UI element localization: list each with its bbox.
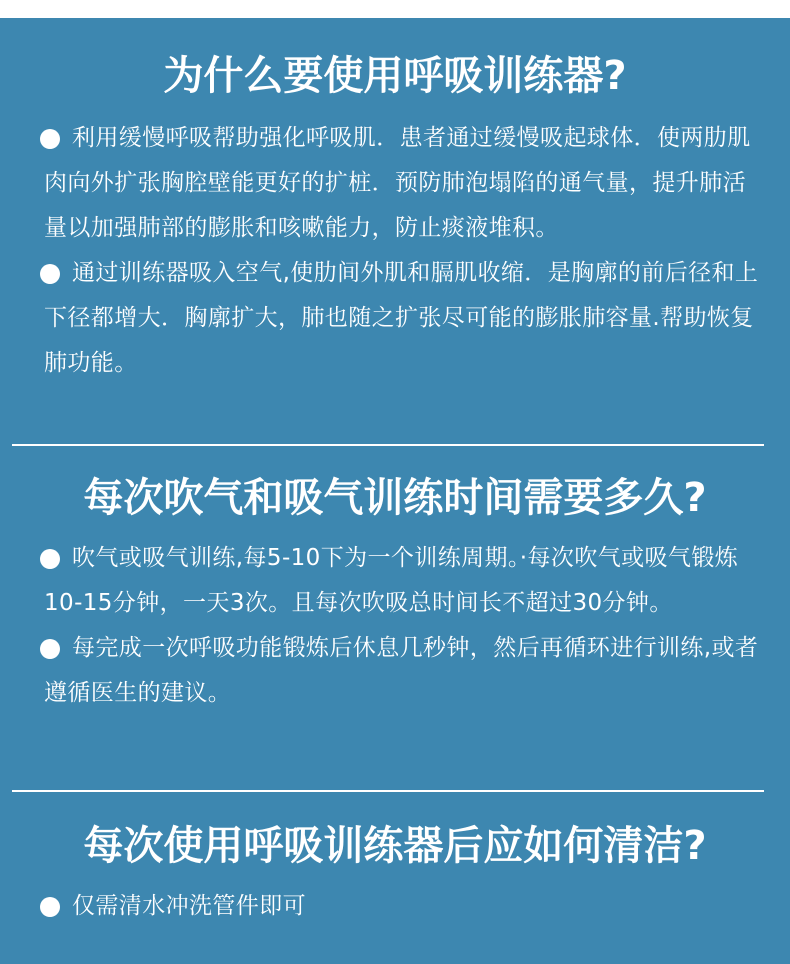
bullet-item: [0, 251, 790, 386]
bullet-dot-icon: [40, 264, 60, 284]
bullet-text: 通过训练器吸入空气,使肋间外肌和膈肌收缩．是胸廓的前后径和上下径都增大．胸廓扩大，肺也随之扩张尽可能的膨胀肺容量.帮助恢复肺功能。: [44, 260, 759, 376]
section-cleaning: [0, 818, 790, 929]
bullet-text: 每完成一次呼吸功能锻炼后休息几秒钟，然后再循环进行训练,或者遵循医生的建议。: [44, 635, 759, 706]
bullet-dot-icon: [40, 639, 60, 659]
section-title-why-use: 为什么要使用呼吸训练器?: [163, 53, 627, 99]
bullet-text: 吹气或吸气训练,每5-10下为一个训练周期。·每次吹气或吸气锻炼10-15分钟，一天3次。且每次吹吸总时间长不超过30分钟。: [44, 545, 739, 616]
section-title-training-duration: 每次吹气和吸气训练时间需要多久?: [83, 475, 707, 521]
bullet-item: [0, 884, 790, 929]
bullet-dot-icon: [40, 897, 60, 917]
bullet-item: [0, 116, 790, 251]
bullet-dot-icon: [40, 129, 60, 149]
section-divider: [12, 444, 764, 446]
section-title-cleaning: 每次使用呼吸训练器后应如何清洁?: [83, 823, 707, 869]
section-why-use: [0, 48, 790, 386]
content-panel: [0, 18, 790, 964]
section-training-duration: [0, 470, 790, 716]
bullet-dot-icon: [40, 549, 60, 569]
section-divider: [12, 790, 764, 792]
bullet-text: 利用缓慢呼吸帮助强化呼吸肌．患者通过缓慢吸起球体．使两肋肌肉向外扩张胸腔壁能更好的扩桩．预防肺泡塌陷的通气量，提升肺活量以加强肺部的膨胀和咳嗽能力，防止痰液堆积。: [44, 125, 751, 241]
bullet-item: [0, 536, 790, 626]
bullet-item: [0, 626, 790, 716]
bullet-text: 仅需清水冲洗管件即可: [72, 893, 306, 919]
